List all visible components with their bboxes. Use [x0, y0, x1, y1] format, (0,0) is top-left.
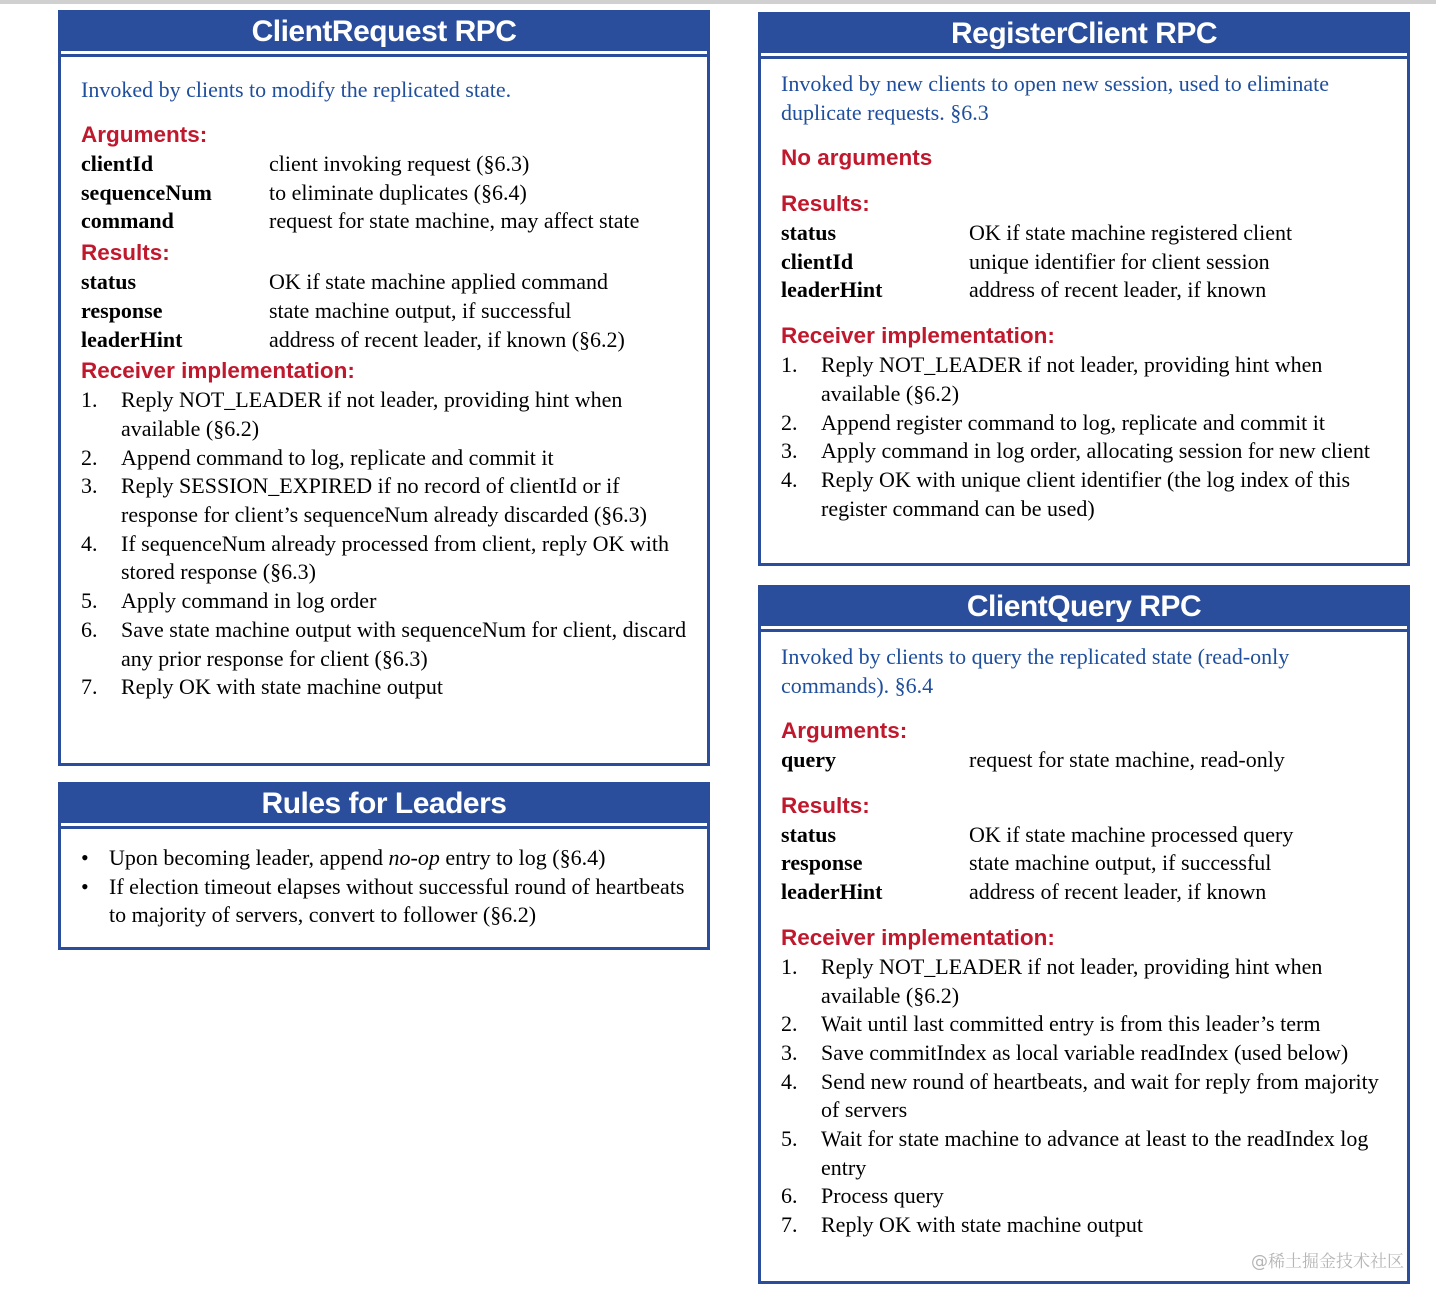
receiver-step [81, 444, 687, 473]
rule-text [109, 873, 687, 930]
step-number: 6. [81, 616, 98, 642]
receiver-step [781, 1039, 1387, 1068]
client-request-results-heading: Results: [81, 240, 170, 266]
field-description: client invoking request (§6.3) [269, 151, 530, 176]
step-number: 4. [81, 530, 98, 556]
field-description: unique identifier for client session [969, 248, 1270, 274]
receiver-step [781, 1068, 1387, 1125]
field-name: leaderHint [81, 326, 183, 352]
field-row [81, 297, 687, 326]
step-number: 7. [781, 1212, 798, 1238]
field-name: status [781, 821, 837, 847]
rules-for-leaders-box [58, 782, 710, 950]
field-row [81, 268, 687, 297]
step-text: Append register command to log, replicate and commit it [821, 409, 1326, 435]
client-query-results-heading: Results: [781, 792, 870, 818]
field-name: query [781, 747, 836, 772]
receiver-step [781, 953, 1387, 1010]
receiver-step [781, 1182, 1387, 1211]
receiver-step [781, 351, 1387, 408]
watermark: @稀土掘金技术社区 [1251, 1252, 1404, 1272]
field-description: address of recent leader, if known [969, 879, 1267, 905]
rule-item [81, 844, 687, 873]
field-description: address of recent leader, if known [969, 277, 1267, 303]
step-number: 4. [781, 466, 798, 492]
register-client-box [758, 12, 1410, 566]
field-description: OK if state machine registered client [969, 220, 1293, 245]
field-description: state machine output, if successful [269, 297, 572, 323]
step-text: Reply OK with state machine output [821, 1212, 1143, 1238]
field-row [81, 150, 687, 179]
step-text: Save state machine output with sequenceNum for client, discard any prior response for client (§6.3) [121, 616, 687, 671]
client-request-arguments-heading: Arguments: [81, 122, 208, 147]
bullet: • [81, 845, 89, 870]
field-name: response [781, 850, 863, 876]
client-query-arguments-heading: Arguments: [781, 718, 908, 743]
rule-text-before: Upon becoming leader, append [109, 845, 389, 870]
rule-text-before: If election timeout elapses without successful round of heartbeats to majority of servers, convert to follower (§6.2) [109, 873, 685, 928]
field-row [781, 746, 1387, 775]
register-client-title: RegisterClient RPC [761, 15, 1407, 56]
receiver-step [781, 466, 1387, 523]
field-name: clientId [781, 248, 854, 274]
receiver-step [81, 587, 687, 616]
field-name: status [781, 220, 837, 245]
step-text: Apply command in log order, allocating session for new client [821, 438, 1370, 464]
step-number: 3. [781, 438, 798, 464]
receiver-step [81, 472, 687, 529]
field-row [81, 207, 687, 236]
top-divider [0, 0, 1436, 4]
step-text: Wait until last committed entry is from this leader’s term [821, 1011, 1321, 1037]
receiver-step [781, 1010, 1387, 1039]
step-text: Reply NOT_LEADER if not leader, providing hint when available (§6.2) [821, 352, 1323, 406]
step-number: 3. [781, 1039, 798, 1065]
field-description: request for state machine, may affect state [269, 208, 640, 234]
rules-for-leaders-list [81, 844, 687, 930]
register-client-results [781, 219, 1387, 305]
field-row [81, 326, 687, 355]
client-request-receiver-steps [81, 386, 687, 702]
step-number: 2. [781, 1011, 798, 1037]
receiver-step [81, 530, 687, 587]
field-description: request for state machine, read-only [969, 747, 1285, 772]
field-row [781, 821, 1387, 850]
field-name: sequenceNum [81, 179, 212, 205]
register-client-results-heading: Results: [781, 191, 870, 216]
client-request-receiver-heading: Receiver implementation: [81, 358, 355, 384]
receiver-step [781, 437, 1387, 466]
client-request-results [81, 268, 687, 354]
step-text: If sequenceNum already processed from client, reply OK with stored response (§6.3) [121, 530, 669, 585]
step-text: Reply OK with unique client identifier (the log index of this register command can be used) [821, 466, 1351, 521]
client-request-title: ClientRequest RPC [61, 13, 707, 54]
field-row [781, 248, 1387, 277]
step-text: Reply SESSION_EXPIRED if no record of clientId or if response for client’s sequenceNum already discarded (§6.3) [121, 473, 647, 528]
field-row [781, 276, 1387, 305]
register-client-receiver-steps [781, 351, 1387, 523]
receiver-step [81, 616, 687, 673]
step-text: Reply NOT_LEADER if not leader, providing hint when available (§6.2) [121, 387, 623, 441]
receiver-step [781, 409, 1387, 438]
rules-for-leaders-title: Rules for Leaders [61, 785, 707, 826]
receiver-step [781, 1211, 1387, 1240]
step-number: 5. [81, 588, 98, 614]
step-text: Apply command in log order [121, 588, 377, 614]
receiver-step [781, 1125, 1387, 1182]
client-query-arguments [781, 746, 1387, 775]
field-description: to eliminate duplicates (§6.4) [269, 179, 527, 205]
step-text: Reply NOT_LEADER if not leader, providing hint when available (§6.2) [821, 953, 1323, 1008]
step-number: 3. [81, 473, 98, 499]
step-number: 7. [81, 674, 98, 700]
field-row [781, 849, 1387, 878]
field-description: OK if state machine processed query [969, 821, 1294, 847]
client-query-description: Invoked by clients to query the replicated state (read-only commands). §6.4 [781, 644, 1290, 698]
step-number: 4. [781, 1068, 798, 1094]
client-query-receiver-steps [781, 953, 1387, 1240]
client-query-title: ClientQuery RPC [761, 588, 1407, 629]
field-row [81, 179, 687, 208]
step-number: 1. [781, 352, 798, 378]
step-number: 1. [781, 953, 798, 979]
register-client-description: Invoked by new clients to open new session, used to eliminate duplicate requests. §6.3 [781, 71, 1330, 125]
step-text: Send new round of heartbeats, and wait for reply from majority of servers [821, 1068, 1379, 1123]
bullet: • [81, 873, 89, 899]
rule-text-after: entry to log (§6.4) [439, 845, 606, 870]
register-client-receiver-heading: Receiver implementation: [781, 323, 1055, 349]
step-text: Reply OK with state machine output [121, 674, 443, 700]
register-client-no-arguments: No arguments [781, 145, 933, 170]
receiver-step [81, 386, 687, 443]
client-request-box [58, 10, 710, 766]
field-row [781, 878, 1387, 907]
step-number: 2. [81, 444, 98, 470]
step-text: Append command to log, replicate and commit it [121, 444, 554, 470]
client-query-receiver-heading: Receiver implementation: [781, 924, 1055, 950]
client-request-arguments [81, 150, 687, 236]
rule-text-emphasis: no-op [388, 845, 440, 870]
field-row [781, 219, 1387, 248]
client-request-description: Invoked by clients to modify the replicated state. [81, 77, 512, 102]
field-description: state machine output, if successful [969, 850, 1272, 876]
field-description: address of recent leader, if known (§6.2) [269, 326, 625, 352]
rule-text [109, 844, 605, 873]
field-name: response [81, 297, 163, 323]
step-number: 6. [781, 1183, 798, 1209]
client-query-results [781, 821, 1387, 907]
field-name: clientId [81, 151, 154, 176]
rule-item [81, 873, 687, 930]
field-name: leaderHint [781, 277, 883, 303]
receiver-step [81, 673, 687, 702]
field-name: status [81, 269, 137, 295]
field-description: OK if state machine applied command [269, 269, 609, 295]
step-text: Process query [821, 1183, 944, 1209]
step-text: Wait for state machine to advance at least to the readIndex log entry [821, 1126, 1369, 1180]
field-name: command [81, 208, 174, 234]
client-query-box [758, 585, 1410, 1284]
field-name: leaderHint [781, 879, 883, 905]
step-number: 1. [81, 387, 98, 413]
step-number: 5. [781, 1126, 798, 1152]
step-text: Save commitIndex as local variable readIndex (used below) [821, 1039, 1349, 1065]
step-number: 2. [781, 409, 798, 435]
